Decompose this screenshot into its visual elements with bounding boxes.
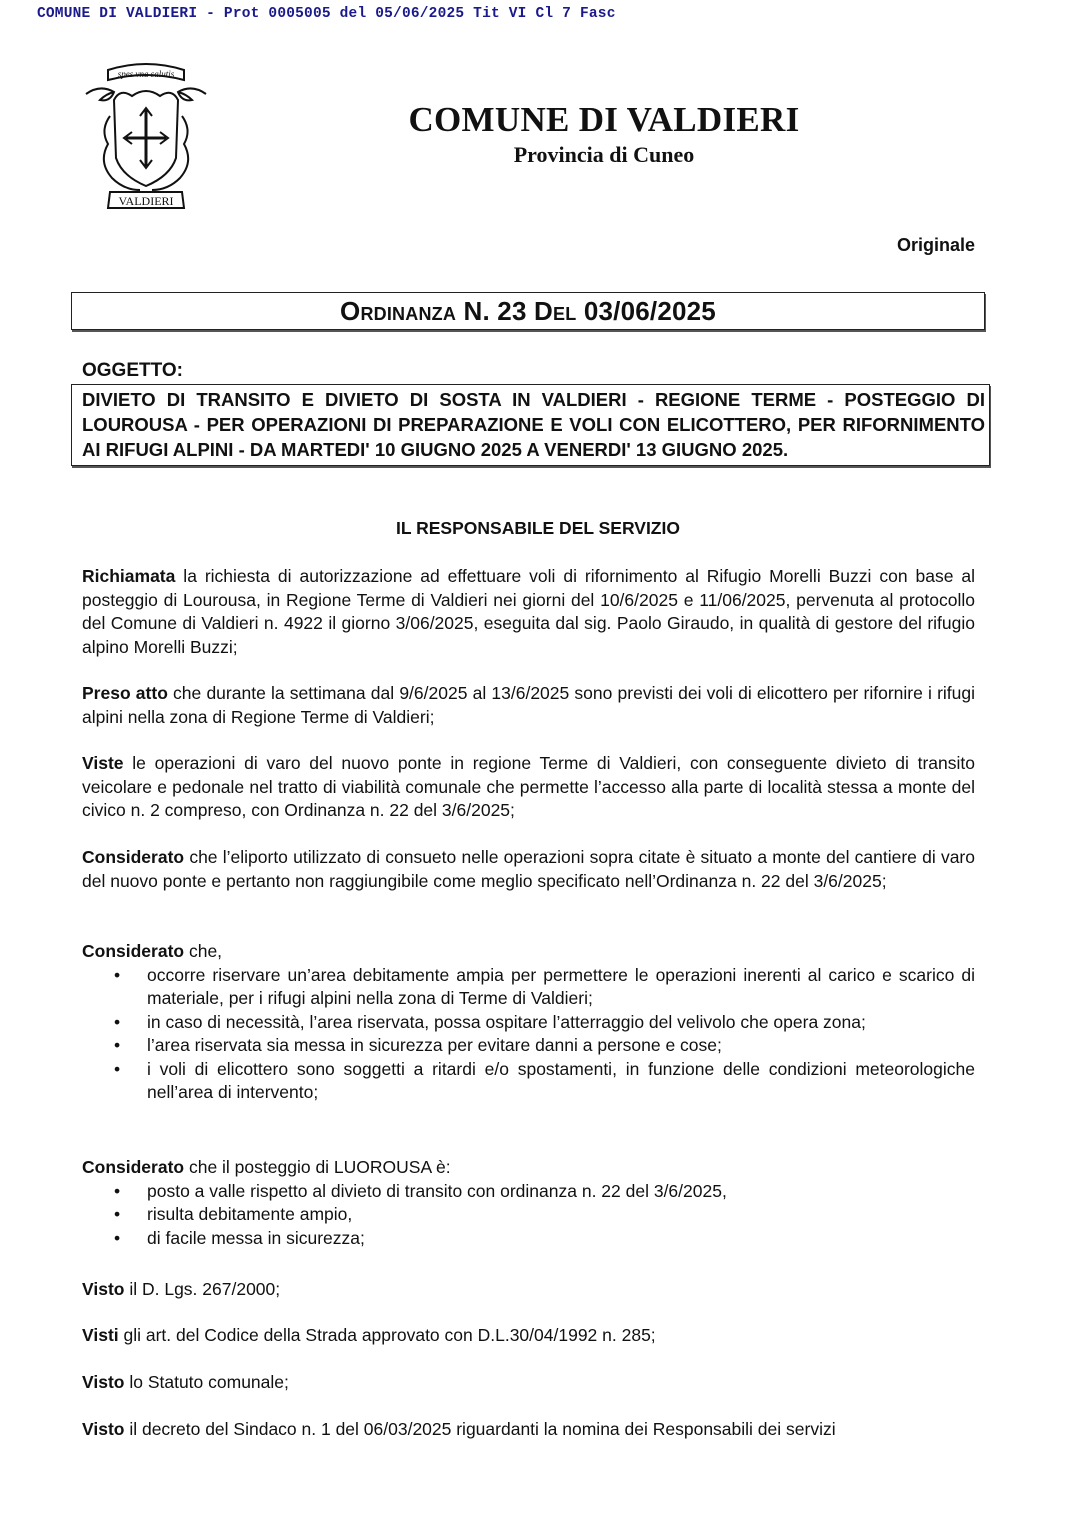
bullet-icon: • <box>114 1058 121 1079</box>
bullet-icon: • <box>114 1227 121 1248</box>
list-item: • i voli di elicottero sono soggetti a ritardi e/o spostamenti, in funzione delle condizioni meteorologiche nell’area di intervento; <box>114 1058 975 1102</box>
paragraph-text: lo Statuto comunale; <box>124 1372 289 1392</box>
list-item: • posto a valle rispetto al divieto di transito con ordinanza n. 22 del 3/6/2025, <box>82 1180 975 1204</box>
bullet-icon: • <box>114 1204 121 1224</box>
bullet-icon: • <box>114 1180 121 1201</box>
paragraph-text: che l’eliporto utilizzato di consueto nelle operazioni sopra citate è situato a monte del cantiere di varo del nuovo ponte e pertanto non raggiungibile come meglio specificato nell’Ordinanza n. 22 del 3/6/2025; <box>82 847 975 891</box>
paragraph-lead: Considerato <box>82 941 185 961</box>
paragraph-lead: Visto <box>82 1372 125 1392</box>
paragraph-visto-statuto <box>82 1371 975 1395</box>
logo-motto: spes vna salutis <box>117 69 175 79</box>
ordinance-title: Ordinanza N. 23 Del 03/06/2025 <box>340 295 716 326</box>
list-item: • di facile messa in sicurezza; <box>82 1227 975 1251</box>
paragraph-preso-atto <box>82 682 975 729</box>
subject-label: OGGETTO: <box>82 360 183 381</box>
bullet-icon: • <box>114 964 121 985</box>
authority-heading: IL RESPONSABILE DEL SERVIZIO <box>396 518 680 538</box>
paragraph-viste <box>82 752 975 823</box>
paragraph-lead: Preso atto <box>82 683 168 703</box>
subject-box <box>71 384 990 466</box>
paragraph-text: il decreto del Sindaco n. 1 del 06/03/2025 riguardanti la nomina dei Responsabili dei servizi <box>124 1419 836 1439</box>
list-item: • occorre riservare un’area debitamente ampia per permettere le operazioni inerenti al carico e scarico di materiale, per i rifugi alpini nella zona di Terme di Valdieri; <box>114 964 975 1008</box>
municipality-title: COMUNE DI VALDIERI <box>408 100 800 139</box>
paragraph-lead: Richiamata <box>82 566 176 586</box>
paragraph-lead: Visti <box>82 1325 119 1345</box>
province-subtitle: Provincia di Cuneo <box>513 142 695 167</box>
list-item: • in caso di necessità, l’area riservata, possa ospitare l’atterraggio del velivolo che opera zona; <box>82 1011 975 1035</box>
paragraph-visto-decreto <box>82 1418 975 1442</box>
document-status: Originale <box>896 235 975 255</box>
logo-banner: VALDIERI <box>118 194 174 208</box>
paragraph-lead: Visto <box>82 1279 125 1299</box>
paragraph-visti-codice <box>82 1324 975 1348</box>
paragraph-considerato-eliporto <box>82 846 975 893</box>
paragraph-text: che il posteggio di LUOROUSA è: <box>184 1157 451 1177</box>
coat-of-arms-icon <box>80 58 212 213</box>
protocol-header: COMUNE DI VALDIERI - Prot 0005005 del 05/06/2025 Tit VI Cl 7 Fasc <box>37 6 616 22</box>
paragraph-richiamata <box>82 565 975 659</box>
paragraph-text: che durante la settimana dal 9/6/2025 al 13/6/2025 sono previsti dei voli di elicottero per rifornire i rifugi alpini nella zona di Regione Terme di Valdieri; <box>82 683 976 727</box>
ordinance-title-box <box>71 292 985 330</box>
paragraph-text: il D. Lgs. 267/2000; <box>124 1279 281 1299</box>
list-item: • risulta debitamente ampio, <box>82 1203 975 1227</box>
paragraph-lead: Viste <box>82 753 124 773</box>
paragraph-considerato-che <box>82 940 975 1105</box>
paragraph-lead: Visto <box>82 1419 125 1439</box>
paragraph-visto-dlgs <box>82 1278 975 1302</box>
bullet-list <box>82 964 975 1105</box>
paragraph-text: gli art. del Codice della Strada approvato con D.L.30/04/1992 n. 285; <box>118 1325 656 1345</box>
bullet-list <box>82 1180 975 1251</box>
list-item: • l’area riservata sia messa in sicurezza per evitare danni a persone e cose; <box>82 1034 975 1058</box>
paragraph-text: le operazioni di varo del nuovo ponte in regione Terme di Valdieri, con conseguente divieto di transito veicolare e pedonale nel tratto di viabilità comunale che permette l’accesso alla parte di località stessa a monte del civico n. 2 compreso, con Ordinanza n. 22 del 3/6/2025; <box>82 753 975 820</box>
paragraph-lead: Considerato <box>82 847 185 867</box>
paragraph-considerato-posteggio <box>82 1156 975 1250</box>
paragraph-lead: Considerato <box>82 1157 185 1177</box>
bullet-icon: • <box>114 1035 121 1055</box>
paragraph-text: la richiesta di autorizzazione ad effettuare voli di rifornimento al Rifugio Morelli Buzzi con base al posteggio di Lourousa, in Regione Terme di Valdieri nei giorni del 10/6/2025 e 11/06/2025, pervenuta al protocollo del Comune di Valdieri n. 4922 il giorno 3/06/2025, eseguita dal sig. Paolo Giraudo, in qualità di gestore del rifugio alpino Morelli Buzzi; <box>82 566 975 657</box>
paragraph-text: che, <box>184 941 223 961</box>
subject-text: DIVIETO DI TRANSITO E DIVIETO DI SOSTA IN VALDIERI - REGIONE TERME - POSTEGGIO DI LOUROUSA - PER OPERAZIONI DI PREPARAZIONE E VOLI CON ELICOTTERO, PER RIFORNIMENTO AI RIFUGI ALPINI - DA MARTEDI' 10 GIUGNO 2025 A VENERDI' 13 GIUGNO 2025. <box>82 389 985 460</box>
bullet-icon: • <box>114 1011 121 1032</box>
